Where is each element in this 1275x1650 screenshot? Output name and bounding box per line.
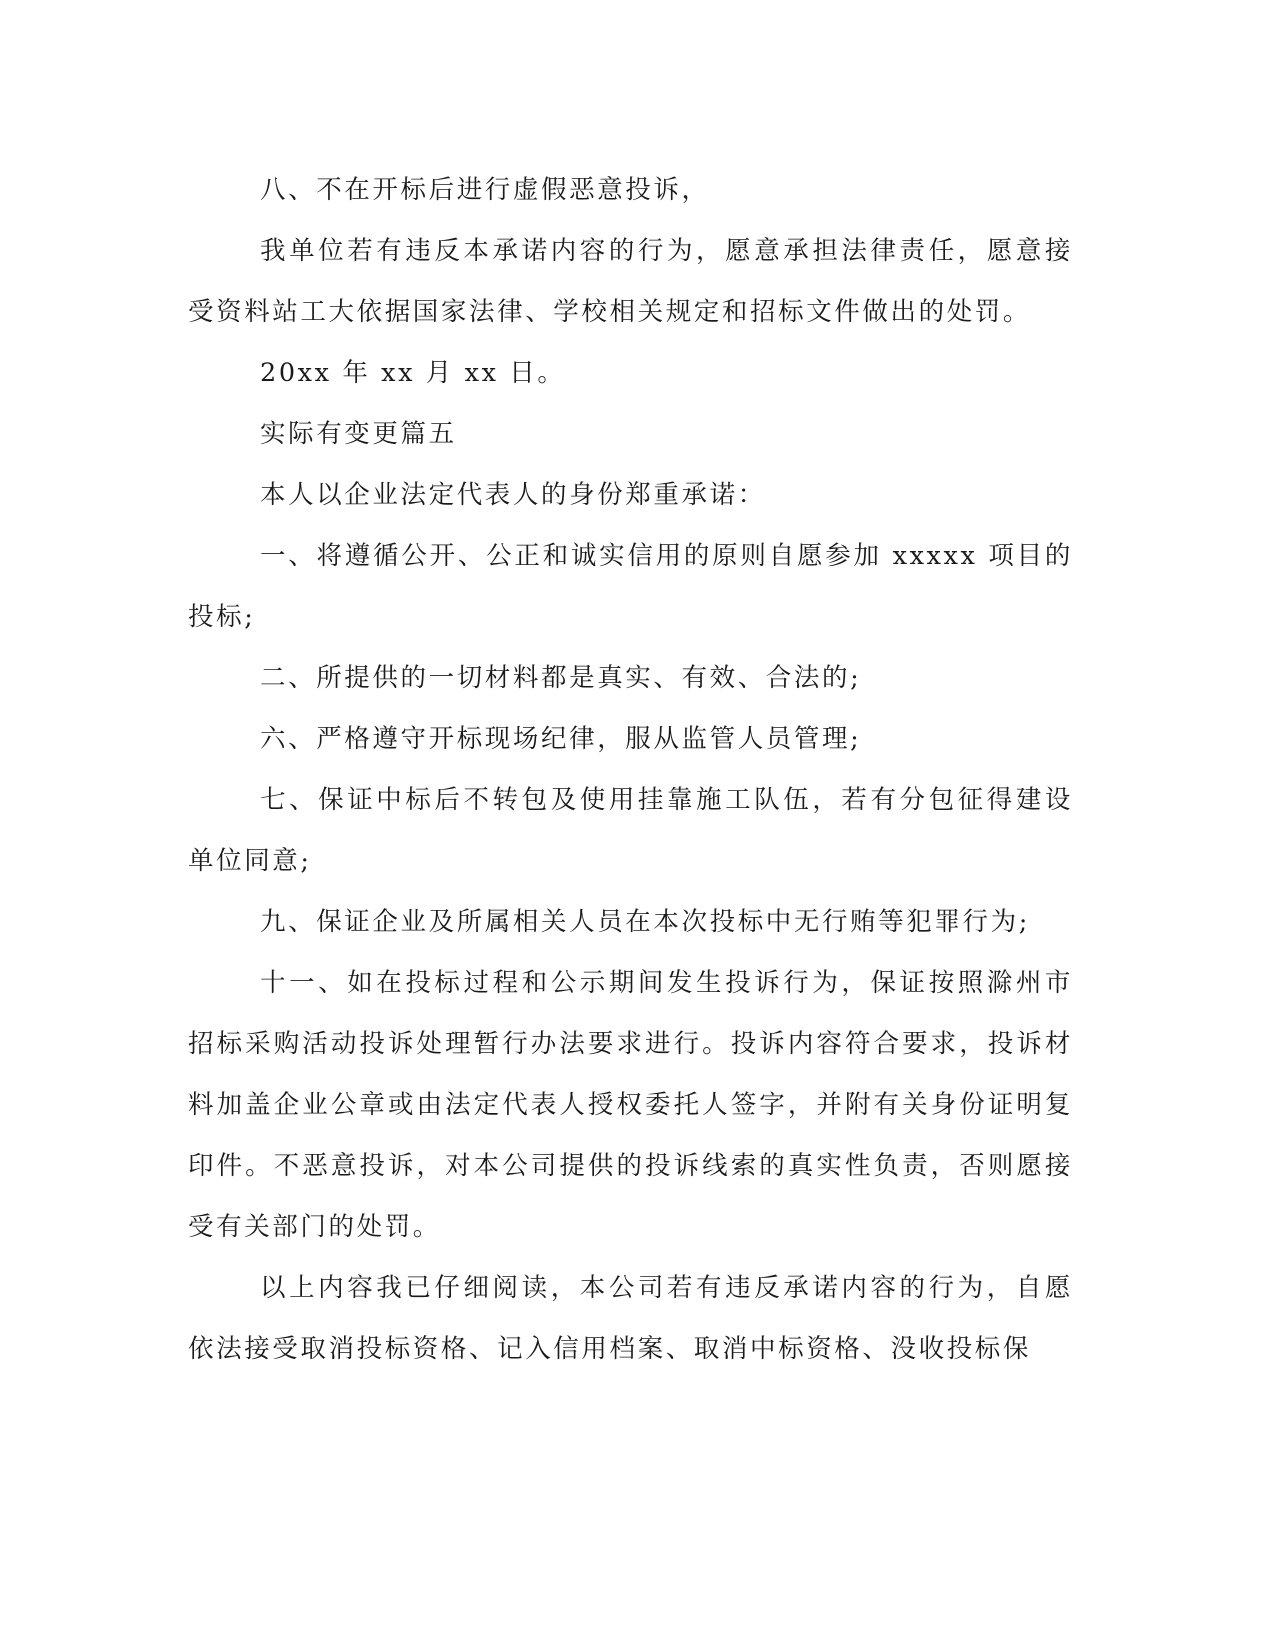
paragraph-conclusion: 以上内容我已仔细阅读，本公司若有违反承诺内容的行为，自愿依法接受取消投标资格、记入信用档案、取消中标资格、没收投标保 xyxy=(188,1273,1073,1364)
paragraph-item-1: 一、将遵循公开、公正和诚实信用的原则自愿参加 xxxxx 项目的投标; xyxy=(188,541,1073,632)
paragraph-item-6: 六、严格遵守开标现场纪律，服从监管人员管理; xyxy=(260,724,862,754)
paragraph-item-8: 八、不在开标后进行虚假恶意投诉， xyxy=(260,175,710,205)
paragraph-violation-liability: 我单位若有违反本承诺内容的行为，愿意承担法律责任，愿意接受资料站工大依据国家法律、学校相关规定和招标文件做出的处罚。 xyxy=(188,236,1073,327)
paragraph-item-7: 七、保证中标后不转包及使用挂靠施工队伍，若有分包征得建设单位同意; xyxy=(188,785,1073,876)
document-body xyxy=(188,160,1073,1380)
section-heading: 实际有变更篇五 xyxy=(260,419,457,449)
paragraph-item-2: 二、所提供的一切材料都是真实、有效、合法的; xyxy=(260,663,862,693)
paragraph-item-11: 十一、如在投标过程和公示期间发生投诉行为，保证按照滁州市招标采购活动投诉处理暂行办法要求进行。投诉内容符合要求，投诉材料加盖企业公章或由法定代表人授权委托人签字，并附有关身份证明复印件。不恶意投诉，对本公司提供的投诉线索的真实性负责，否则愿接受有关部门的处罚。 xyxy=(188,968,1073,1242)
paragraph-date: 20xx 年 xx 月 xx 日。 xyxy=(260,358,566,388)
paragraph-pledge-intro: 本人以企业法定代表人的身份郑重承诺： xyxy=(260,480,766,510)
paragraph-item-9: 九、保证企业及所属相关人员在本次投标中无行贿等犯罪行为; xyxy=(260,907,1030,937)
